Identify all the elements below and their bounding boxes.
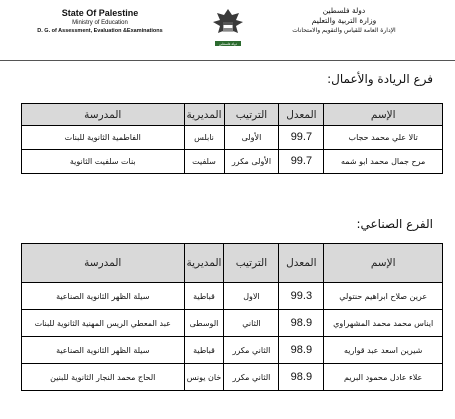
student-name: عرين صلاح ابراهيم حنتولي — [324, 283, 443, 310]
student-directorate: الوسطى — [184, 310, 224, 337]
column-header-directorate: المديرية — [184, 104, 224, 126]
header-divider — [0, 60, 455, 61]
student-rank: الثاني — [224, 310, 279, 337]
department-name-en: D. G. of Assessment, Evaluation &Examinations — [37, 28, 163, 34]
column-header-average: المعدل — [279, 104, 324, 126]
student-school: عبد المعطي الريس المهنية الثانوية للبنات — [22, 310, 185, 337]
student-directorate: خان يونس — [184, 364, 224, 391]
student-average: 98.9 — [279, 337, 324, 364]
student-rank: الاول — [224, 283, 279, 310]
arabic-letterhead — [259, 6, 429, 35]
industrial-results-table — [21, 243, 443, 391]
student-average: 98.9 — [279, 310, 324, 337]
student-school: سيلة الظهر الثانوية الصناعية — [22, 337, 185, 364]
table-row — [22, 283, 443, 310]
column-header-rank: الترتيب — [224, 104, 279, 126]
student-directorate: قباطية — [184, 283, 224, 310]
table-row — [22, 310, 443, 337]
state-name-en: State Of Palestine — [61, 8, 139, 18]
table-row — [22, 364, 443, 391]
section-title-industrial: الفرع الصناعي: — [356, 217, 433, 231]
column-header-directorate: المديرية — [184, 244, 224, 283]
student-name: ايناس محمد محمد المشهراوي — [324, 310, 443, 337]
student-rank: الأولى — [224, 126, 279, 150]
column-header-name: الإسم — [324, 104, 443, 126]
department-name-ar: الإدارة العامة للقياس والتقويم والامتحانات — [292, 27, 396, 34]
student-rank: الثاني مكرر — [224, 337, 279, 364]
svg-text:دولة فلسطين: دولة فلسطين — [218, 42, 238, 46]
student-rank: الأولى مكرر — [224, 150, 279, 174]
student-directorate: نابلس — [184, 126, 224, 150]
student-name: شيرين اسعد عبد قواريه — [324, 337, 443, 364]
student-directorate: سلفيت — [184, 150, 224, 174]
table-row — [22, 126, 443, 150]
column-header-name: الإسم — [324, 244, 443, 283]
table-header-row — [22, 104, 443, 126]
column-header-school: المدرسة — [22, 244, 185, 283]
section-title-entrepreneurship: فرع الريادة والأعمال: — [327, 72, 433, 86]
column-header-rank: الترتيب — [224, 244, 279, 283]
column-header-average: المعدل — [279, 244, 324, 283]
table-header-row — [22, 244, 443, 283]
student-average: 99.3 — [279, 283, 324, 310]
student-name: علاء عادل محمود البريم — [324, 364, 443, 391]
column-header-school: المدرسة — [22, 104, 185, 126]
student-average: 99.7 — [279, 150, 324, 174]
entrepreneurship-results-table — [21, 103, 443, 174]
table-row — [22, 337, 443, 364]
palestine-emblem-icon — [205, 5, 251, 51]
state-name-ar: دولة فلسطين — [322, 6, 366, 15]
student-average: 99.7 — [279, 126, 324, 150]
student-school: سيلة الظهر الثانوية الصناعية — [22, 283, 185, 310]
table-row — [22, 150, 443, 174]
ministry-name-en: Ministry of Education — [72, 20, 128, 26]
english-letterhead — [10, 8, 190, 35]
student-rank: الثاني مكرر — [224, 364, 279, 391]
student-school: الحاج محمد النجار الثانوية للبنين — [22, 364, 185, 391]
ministry-name-ar: وزارة التربية والتعليم — [311, 16, 377, 25]
student-school: بنات سلفيت الثانوية — [22, 150, 185, 174]
student-school: الفاطمية الثانوية للبنات — [22, 126, 185, 150]
student-name: مرح جمال محمد ابو شمه — [324, 150, 443, 174]
document-header — [0, 0, 455, 62]
student-average: 98.9 — [279, 364, 324, 391]
student-directorate: قباطية — [184, 337, 224, 364]
student-name: تالا علي محمد حجاب — [324, 126, 443, 150]
